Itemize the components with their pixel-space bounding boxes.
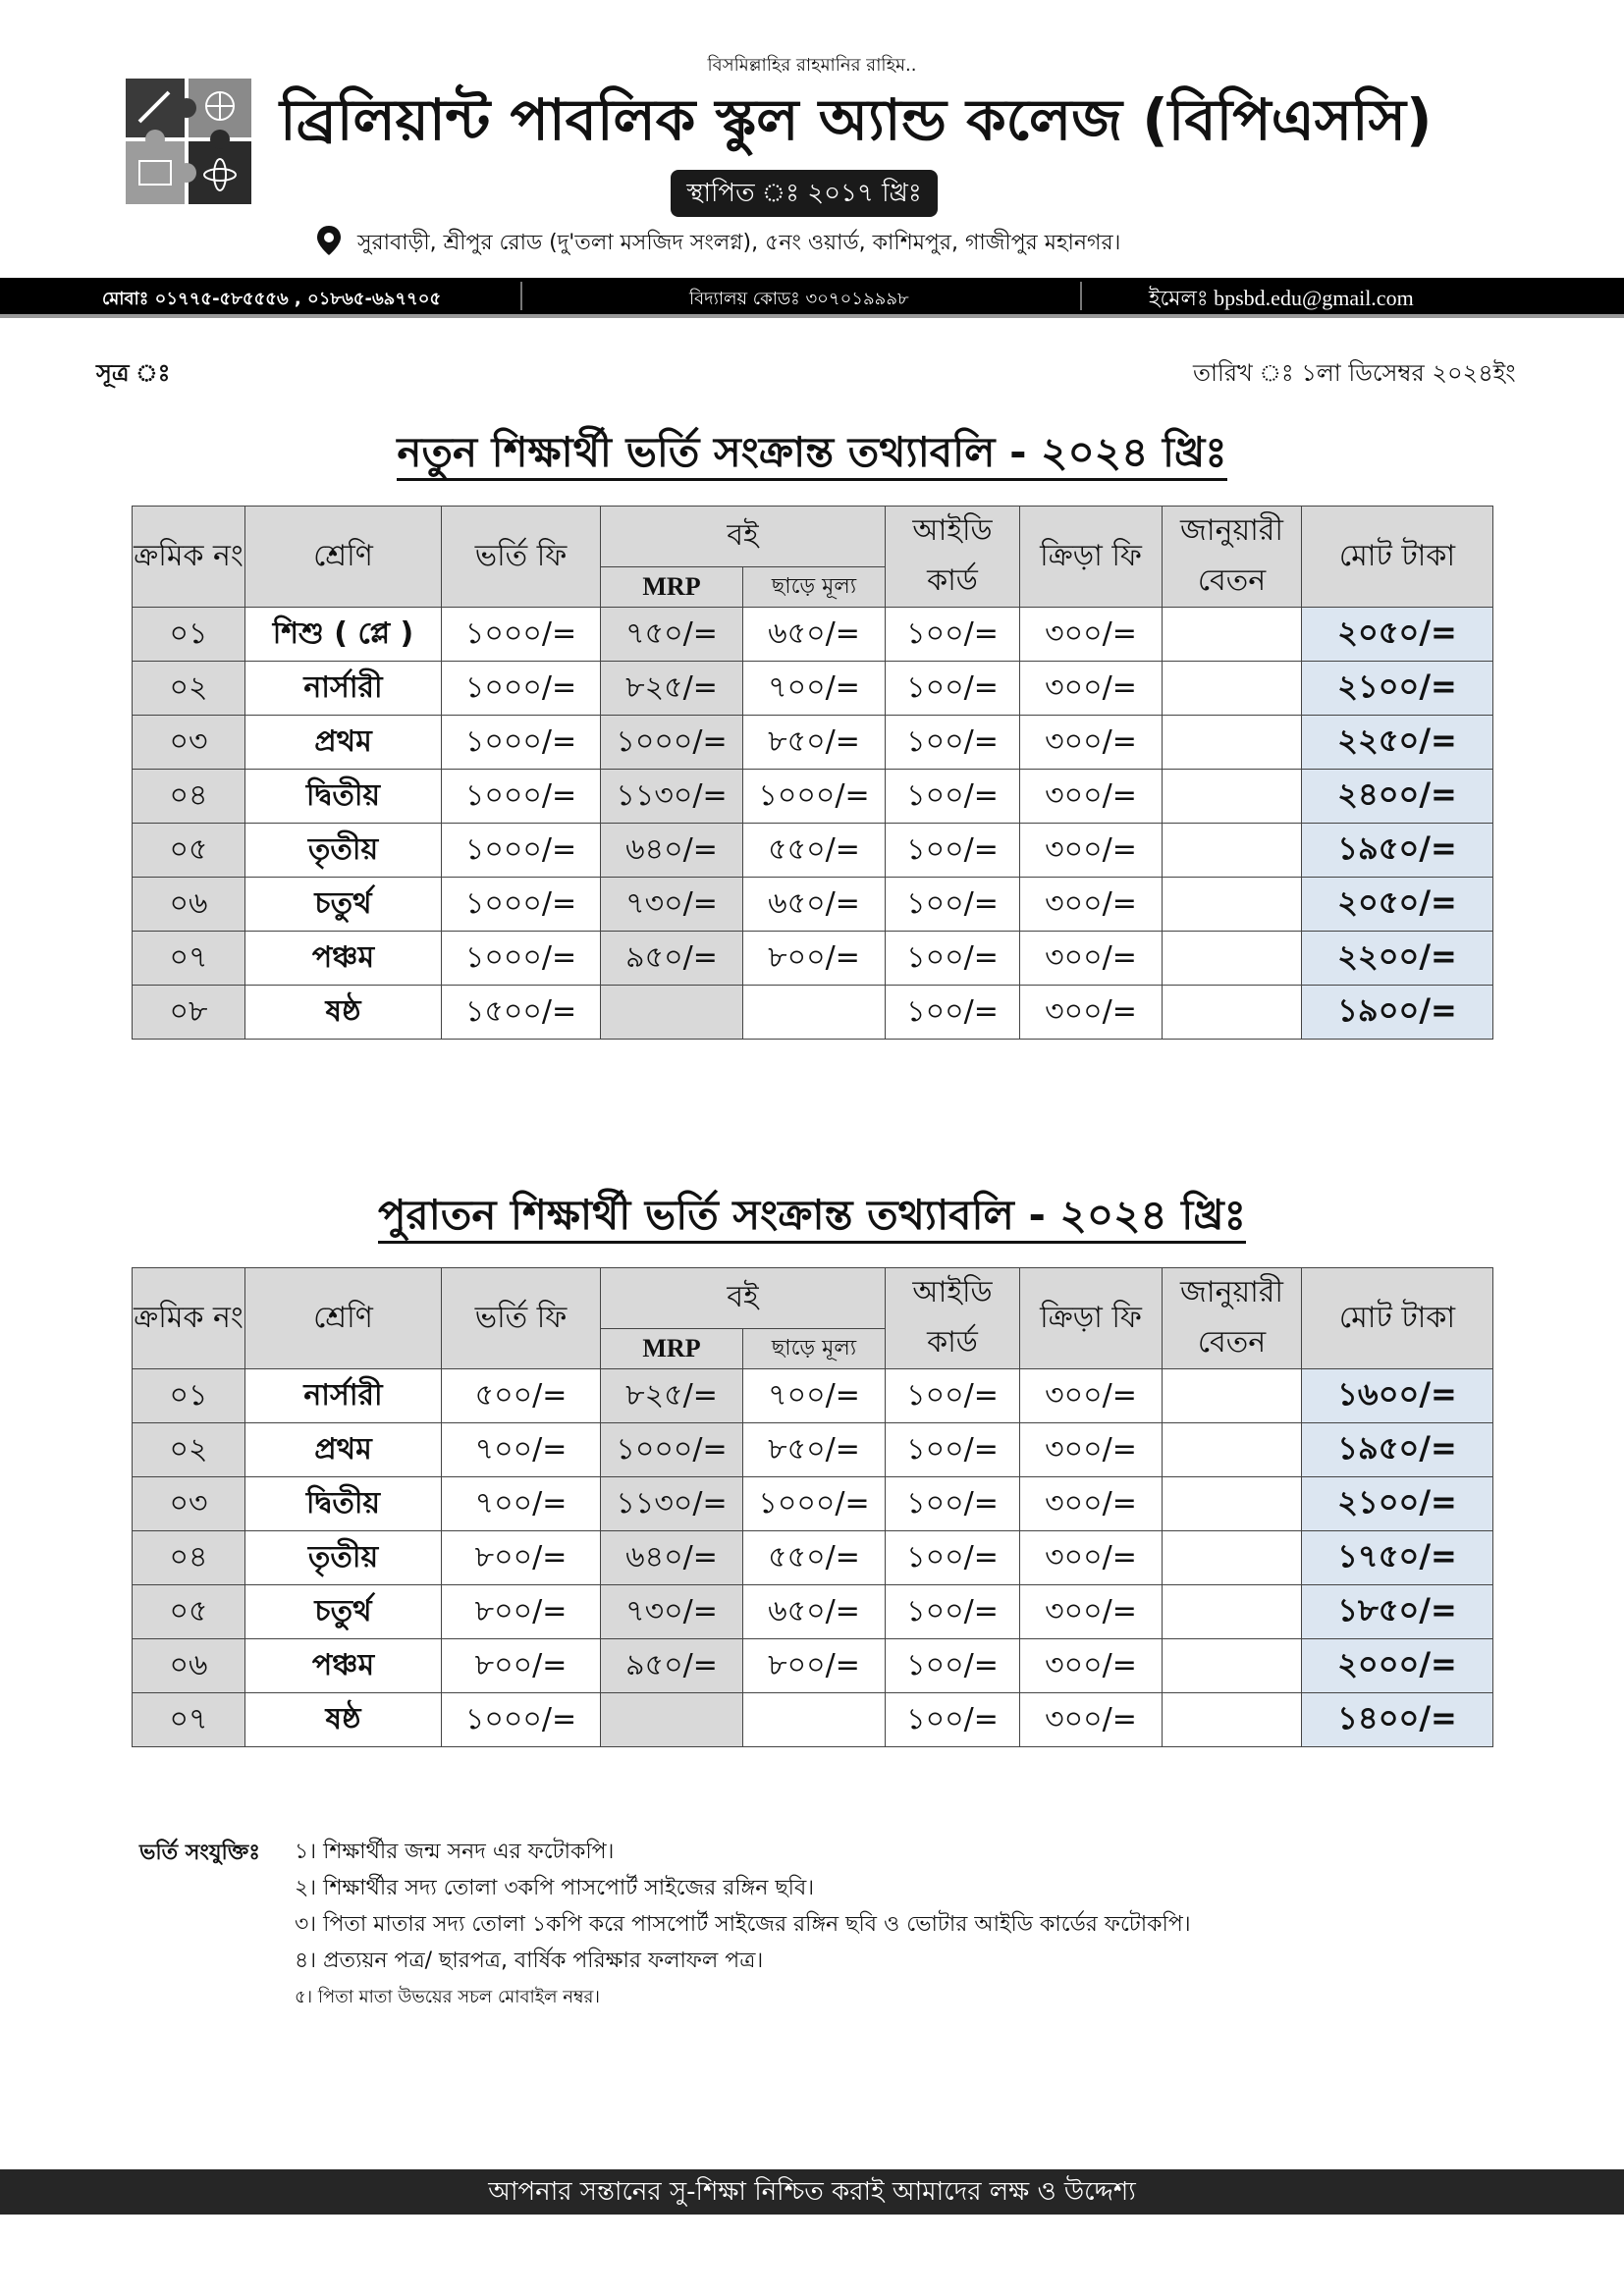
email-text: ইমেলঃ bpsbd.edu@gmail.com (1149, 286, 1414, 310)
row-class: নার্সারী (245, 662, 442, 716)
row-id-card: ১০০/= (886, 824, 1020, 878)
row-sports-fee: ৩০০/= (1020, 1639, 1163, 1693)
row-mrp: ৯৫০/= (601, 1639, 743, 1693)
header-discount-price: ছাড়ে মূল্য (743, 567, 886, 608)
header-class: শ্রেণি (245, 507, 442, 608)
row-serial: ০৪ (133, 770, 245, 824)
school-logo (126, 79, 251, 204)
row-discount-price (743, 1693, 886, 1747)
row-id-card: ১০০/= (886, 1585, 1020, 1639)
row-sports-fee: ৩০০/= (1020, 1477, 1163, 1531)
row-january-salary (1163, 986, 1302, 1040)
row-id-card: ১০০/= (886, 986, 1020, 1040)
row-serial: ০১ (133, 608, 245, 662)
row-mrp: ৭৩০/= (601, 1585, 743, 1639)
requirement-item: ২। শিক্ষার্থীর সদ্য তোলা ৩কপি পাসপোর্ট সাইজের রঙ্গিন ছবি। (295, 1876, 815, 1900)
row-mrp (601, 986, 743, 1040)
requirements-list (295, 1834, 1191, 2015)
row-mrp (601, 1693, 743, 1747)
row-sports-fee: ৩০০/= (1020, 986, 1163, 1040)
row-mrp: ৬৪০/= (601, 1531, 743, 1585)
row-discount-price: ৬৫০/= (743, 878, 886, 932)
row-sports-fee: ৩০০/= (1020, 1693, 1163, 1747)
row-class: তৃতীয় (245, 824, 442, 878)
row-id-card: ১০০/= (886, 608, 1020, 662)
row-class: প্রথম (245, 716, 442, 770)
table-row (133, 986, 1493, 1040)
row-class: চতুর্থ (245, 1585, 442, 1639)
row-sports-fee: ৩০০/= (1020, 1423, 1163, 1477)
address-row (314, 224, 1345, 257)
row-serial: ০৩ (133, 716, 245, 770)
row-total: ১৭৫০/= (1302, 1531, 1493, 1585)
row-total: ১৯৫০/= (1302, 824, 1493, 878)
old-students-title-text: পুরাতন শিক্ষার্থী ভর্তি সংক্রান্ত তথ্যাবলি - ২০২৪ খ্রিঃ (378, 1191, 1246, 1244)
bismillah-text: বিসমিল্লাহির রাহমানির রাহিম.. (707, 55, 917, 76)
row-january-salary (1163, 932, 1302, 986)
requirements-label: ভর্তি সংযুক্তিঃ (139, 1841, 260, 1865)
row-class: শিশু ( প্লে ) (245, 608, 442, 662)
row-total: ১৯০০/= (1302, 986, 1493, 1040)
row-discount-price (743, 986, 886, 1040)
row-discount-price: ৮০০/= (743, 1639, 886, 1693)
row-serial: ০৭ (133, 1693, 245, 1747)
header-admission-fee: ভর্তি ফি (442, 1268, 601, 1369)
table-row (133, 770, 1493, 824)
reference-label: সূত্র ঃ (96, 359, 171, 387)
row-id-card: ১০০/= (886, 932, 1020, 986)
row-class: দ্বিতীয় (245, 770, 442, 824)
table-row (133, 1693, 1493, 1747)
row-sports-fee: ৩০০/= (1020, 770, 1163, 824)
table-row (133, 716, 1493, 770)
row-discount-price: ৮৫০/= (743, 1423, 886, 1477)
row-mrp: ৯৫০/= (601, 932, 743, 986)
row-sports-fee: ৩০০/= (1020, 1531, 1163, 1585)
row-sports-fee: ৩০০/= (1020, 662, 1163, 716)
row-sports-fee: ৩০০/= (1020, 1369, 1163, 1423)
row-total: ২০৫০/= (1302, 608, 1493, 662)
row-discount-price: ৫৫০/= (743, 1531, 886, 1585)
row-discount-price: ৫৫০/= (743, 824, 886, 878)
row-serial: ০২ (133, 1423, 245, 1477)
row-admission-fee: ১০০০/= (442, 716, 601, 770)
row-january-salary (1163, 770, 1302, 824)
table-row (133, 1369, 1493, 1423)
row-admission-fee: ১৫০০/= (442, 986, 601, 1040)
row-mrp: ৭৩০/= (601, 878, 743, 932)
row-discount-price: ৭০০/= (743, 1369, 886, 1423)
row-admission-fee: ৮০০/= (442, 1639, 601, 1693)
header-id-card: আইডি কার্ড (886, 1268, 1020, 1369)
row-sports-fee: ৩০০/= (1020, 1585, 1163, 1639)
phone-text: মোবাঃ ০১৭৭৫-৫৮৫৫৫৬ , ০১৮৬৫-৬৯৭৭০৫ (102, 289, 442, 309)
new-students-title-text: নতুন শিক্ষার্থী ভর্তি সংক্রান্ত তথ্যাবলি - ২০২৪ খ্রিঃ (397, 428, 1226, 481)
row-id-card: ১০০/= (886, 878, 1020, 932)
row-admission-fee: ৭০০/= (442, 1477, 601, 1531)
contact-bar (0, 278, 1624, 314)
row-id-card: ১০০/= (886, 1531, 1020, 1585)
row-january-salary (1163, 1477, 1302, 1531)
row-class: তৃতীয় (245, 1531, 442, 1585)
row-admission-fee: ৭০০/= (442, 1423, 601, 1477)
row-serial: ০৭ (133, 932, 245, 986)
row-total: ১৯৫০/= (1302, 1423, 1493, 1477)
table-row (133, 1423, 1493, 1477)
address-text: সুরাবাড়ী, শ্রীপুর রোড (দু'তলা মসজিদ সংলগ্ন), ৫নং ওয়ার্ড, কাশিমপুর, গাজীপুর মহানগর। (357, 231, 1121, 255)
row-discount-price: ১০০০/= (743, 1477, 886, 1531)
row-total: ২৪০০/= (1302, 770, 1493, 824)
table-row (133, 1639, 1493, 1693)
row-discount-price: ৮০০/= (743, 932, 886, 986)
row-admission-fee: ৮০০/= (442, 1531, 601, 1585)
row-discount-price: ৭০০/= (743, 662, 886, 716)
row-january-salary (1163, 878, 1302, 932)
requirement-item: ৩। পিতা মাতার সদ্য তোলা ১কপি করে পাসপোর্ট সাইজের রঙ্গিন ছবি ও ভোটার আইডি কার্ডের ফটোকপি। (295, 1912, 1191, 1937)
row-mrp: ১০০০/= (601, 1423, 743, 1477)
table-row (133, 608, 1493, 662)
row-january-salary (1163, 824, 1302, 878)
header-total: মোট টাকা (1302, 507, 1493, 608)
row-mrp: ১০০০/= (601, 716, 743, 770)
row-mrp: ৮২৫/= (601, 1369, 743, 1423)
row-id-card: ১০০/= (886, 716, 1020, 770)
row-admission-fee: ১০০০/= (442, 932, 601, 986)
header-books: বই (601, 507, 886, 567)
requirement-item: ৫। পিতা মাতা উভয়ের সচল মোবাইল নম্বর। (295, 1987, 600, 2007)
header-discount-price: ছাড়ে মূল্য (743, 1329, 886, 1369)
row-class: চতুর্থ (245, 878, 442, 932)
row-class: ষষ্ঠ (245, 986, 442, 1040)
row-sports-fee: ৩০০/= (1020, 608, 1163, 662)
row-total: ২১০০/= (1302, 1477, 1493, 1531)
row-admission-fee: ১০০০/= (442, 770, 601, 824)
row-january-salary (1163, 1585, 1302, 1639)
row-admission-fee: ১০০০/= (442, 878, 601, 932)
old-students-table (132, 1267, 1493, 1747)
row-class: পঞ্চম (245, 1639, 442, 1693)
row-admission-fee: ৫০০/= (442, 1369, 601, 1423)
requirement-item: ১। শিক্ষার্থীর জন্ম সনদ এর ফটোকপি। (295, 1840, 615, 1864)
header-serial: ক্রমিক নং (133, 507, 245, 608)
row-serial: ০১ (133, 1369, 245, 1423)
row-id-card: ১০০/= (886, 1477, 1020, 1531)
table-row (133, 1585, 1493, 1639)
row-mrp: ১১৩০/= (601, 1477, 743, 1531)
row-discount-price: ৮৫০/= (743, 716, 886, 770)
row-total: ২২৫০/= (1302, 716, 1493, 770)
row-january-salary (1163, 1423, 1302, 1477)
table-row (133, 878, 1493, 932)
header-sports-fee: ক্রিড়া ফি (1020, 1268, 1163, 1369)
row-total: ২০০০/= (1302, 1639, 1493, 1693)
table-row (133, 824, 1493, 878)
row-id-card: ১০০/= (886, 1423, 1020, 1477)
row-serial: ০২ (133, 662, 245, 716)
requirement-item: ৪। প্রত্যয়ন পত্র/ ছারপত্র, বার্ষিক পরিক্ষার ফলাফল পত্র। (295, 1949, 764, 1973)
row-january-salary (1163, 1639, 1302, 1693)
row-discount-price: ৬৫০/= (743, 608, 886, 662)
new-students-title (0, 420, 1624, 490)
row-serial: ০৩ (133, 1477, 245, 1531)
row-sports-fee: ৩০০/= (1020, 932, 1163, 986)
row-mrp: ৮২৫/= (601, 662, 743, 716)
table-row (133, 1477, 1493, 1531)
table-row (133, 932, 1493, 986)
row-january-salary (1163, 662, 1302, 716)
header-total: মোট টাকা (1302, 1268, 1493, 1369)
header-class: শ্রেণি (245, 1268, 442, 1369)
row-admission-fee: ১০০০/= (442, 662, 601, 716)
row-admission-fee: ৮০০/= (442, 1585, 601, 1639)
row-serial: ০৬ (133, 1639, 245, 1693)
row-class: পঞ্চম (245, 932, 442, 986)
row-discount-price: ১০০০/= (743, 770, 886, 824)
row-mrp: ১১৩০/= (601, 770, 743, 824)
row-id-card: ১০০/= (886, 770, 1020, 824)
row-total: ২২০০/= (1302, 932, 1493, 986)
row-class: দ্বিতীয় (245, 1477, 442, 1531)
row-admission-fee: ১০০০/= (442, 824, 601, 878)
row-class: ষষ্ঠ (245, 1693, 442, 1747)
row-january-salary (1163, 1531, 1302, 1585)
location-pin-icon (314, 224, 344, 257)
row-discount-price: ৬৫০/= (743, 1585, 886, 1639)
header-january-salary: জানুয়ারী বেতন (1163, 507, 1302, 608)
row-class: প্রথম (245, 1423, 442, 1477)
row-january-salary (1163, 608, 1302, 662)
row-january-salary (1163, 716, 1302, 770)
row-id-card: ১০০/= (886, 662, 1020, 716)
header-mrp: MRP (601, 1329, 743, 1369)
row-serial: ০৬ (133, 878, 245, 932)
header-january-salary: জানুয়ারী বেতন (1163, 1268, 1302, 1369)
row-id-card: ১০০/= (886, 1369, 1020, 1423)
row-total: ১৮৫০/= (1302, 1585, 1493, 1639)
row-serial: ০৫ (133, 1585, 245, 1639)
old-students-title (0, 1183, 1624, 1253)
header-sports-fee: ক্রিড়া ফি (1020, 507, 1163, 608)
row-january-salary (1163, 1693, 1302, 1747)
row-id-card: ১০০/= (886, 1639, 1020, 1693)
row-class: নার্সারী (245, 1369, 442, 1423)
row-january-salary (1163, 1369, 1302, 1423)
header-id-card: আইডি কার্ড (886, 507, 1020, 608)
row-serial: ০৫ (133, 824, 245, 878)
header-serial: ক্রমিক নং (133, 1268, 245, 1369)
school-name: ব্রিলিয়ান্ট পাবলিক স্কুল অ্যান্ড কলেজ (বিপিএসসি) (280, 86, 1433, 153)
row-sports-fee: ৩০০/= (1020, 824, 1163, 878)
table-row (133, 1531, 1493, 1585)
row-admission-fee: ১০০০/= (442, 608, 601, 662)
row-total: ১৪০০/= (1302, 1693, 1493, 1747)
date-label: তারিখ ঃ ১লা ডিসেম্বর ২০২৪ইং (1193, 359, 1516, 387)
row-id-card: ১০০/= (886, 1693, 1020, 1747)
header-books: বই (601, 1268, 886, 1329)
new-students-table (132, 506, 1493, 1040)
row-mrp: ৭৫০/= (601, 608, 743, 662)
row-sports-fee: ৩০০/= (1020, 716, 1163, 770)
school-code-text: বিদ্যালয় কোডঃ ৩০৭০১৯৯৯৮ (689, 289, 909, 309)
row-total: ২০৫০/= (1302, 878, 1493, 932)
row-serial: ০৮ (133, 986, 245, 1040)
row-mrp: ৬৪০/= (601, 824, 743, 878)
footer-motto: আপনার সন্তানের সু-শিক্ষা নিশ্চিত করাই আমাদের লক্ষ ও উদ্দেশ্য (0, 2169, 1624, 2215)
table-row (133, 662, 1493, 716)
row-admission-fee: ১০০০/= (442, 1693, 601, 1747)
row-sports-fee: ৩০০/= (1020, 878, 1163, 932)
row-total: ২১০০/= (1302, 662, 1493, 716)
row-serial: ০৪ (133, 1531, 245, 1585)
header-admission-fee: ভর্তি ফি (442, 507, 601, 608)
row-total: ১৬০০/= (1302, 1369, 1493, 1423)
established-badge: স্থাপিত ঃ ২০১৭ খ্রিঃ (671, 170, 938, 217)
header-mrp: MRP (601, 567, 743, 608)
